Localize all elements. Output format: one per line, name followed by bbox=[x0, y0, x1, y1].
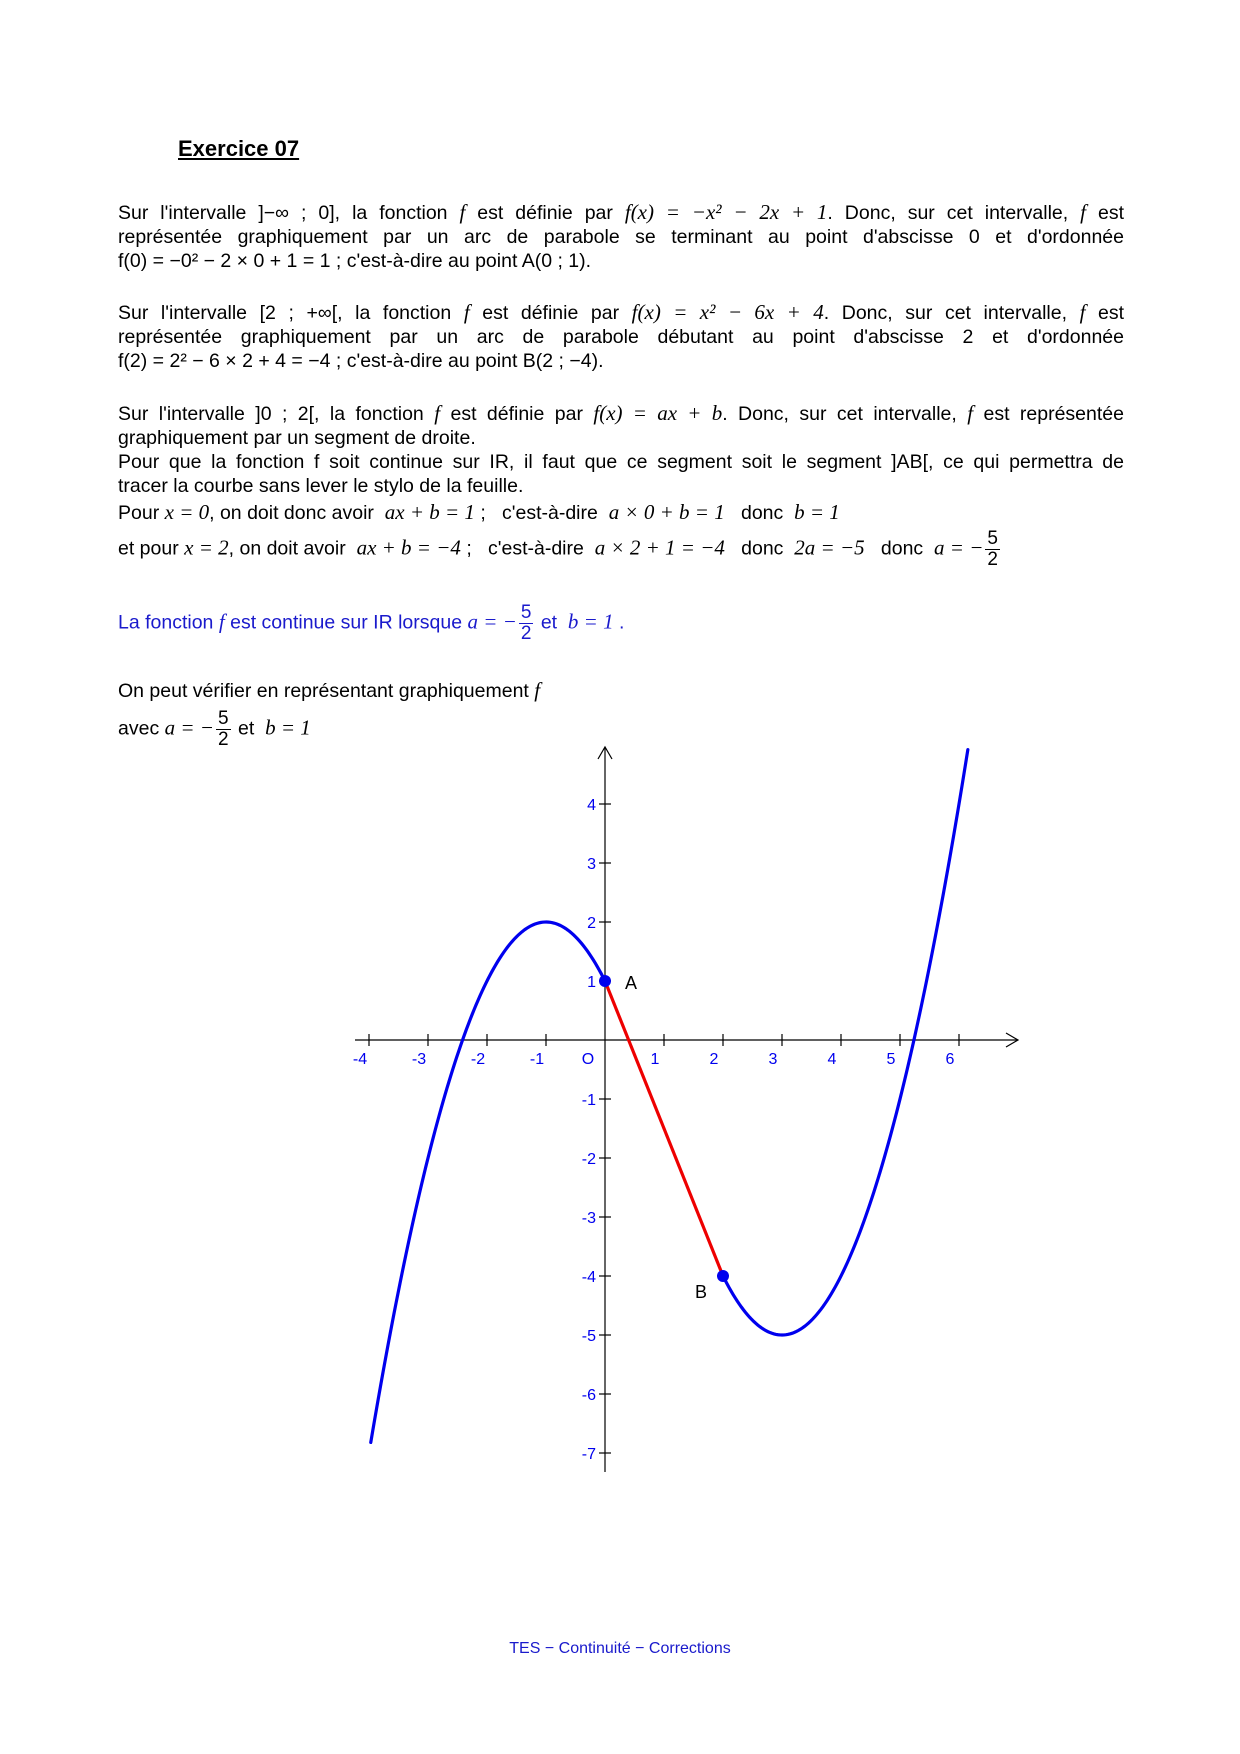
y-tick-label: -4 bbox=[581, 1269, 596, 1286]
y-tick-label: -1 bbox=[581, 1092, 596, 1109]
math-equation: a × 0 + b = 1 bbox=[608, 500, 725, 524]
paragraph-3-line-3: Pour que la fonction f soit continue sur IR, il faut que ce segment soit le segment ]AB[, ce qui permettra de bbox=[118, 451, 1124, 473]
x-tick-label: -4 bbox=[352, 1051, 368, 1068]
text: est bbox=[1097, 202, 1124, 224]
math: f bbox=[434, 401, 441, 425]
x-tick-label: 5 bbox=[886, 1051, 896, 1068]
text: , on doit donc avoir bbox=[209, 502, 374, 524]
text: . bbox=[619, 611, 625, 634]
y-tick-label: 1 bbox=[587, 974, 596, 991]
paragraph-2-line-2: représentée graphiquement par un arc de parabole débutant au point d'abscisse 2 et d'ordonnée bbox=[118, 326, 1124, 348]
math: f bbox=[218, 609, 225, 634]
point-label-b: B bbox=[694, 1282, 708, 1302]
math-equation: a = − bbox=[934, 535, 984, 560]
math-equation: f(x) = x² − 6x + 4 bbox=[631, 300, 824, 324]
origin-label: O bbox=[581, 1051, 595, 1068]
math: x = 0 bbox=[164, 500, 210, 524]
math-equation: ax + b = −4 bbox=[356, 535, 461, 560]
text: , on doit avoir bbox=[228, 537, 346, 560]
fraction-denominator: 2 bbox=[520, 623, 532, 644]
text: est continue sur IR lorsque bbox=[230, 611, 463, 634]
math-equation: a = − bbox=[467, 609, 517, 634]
math: f bbox=[463, 300, 470, 324]
x-tick-label: 6 bbox=[945, 1051, 955, 1068]
math: f bbox=[534, 678, 541, 702]
y-tick-label: 4 bbox=[587, 797, 596, 814]
math-equation: 2a = −5 bbox=[794, 535, 865, 560]
y-tick-label: -5 bbox=[581, 1328, 596, 1345]
text: . Donc, sur cet intervalle, bbox=[722, 403, 957, 425]
x-tick-label: -1 bbox=[529, 1051, 545, 1068]
text: est bbox=[1098, 302, 1125, 324]
y-tick-label: -6 bbox=[581, 1387, 596, 1404]
fraction-denominator: 2 bbox=[217, 729, 229, 750]
point-b bbox=[717, 1270, 729, 1282]
text: La fonction bbox=[118, 611, 214, 634]
parabola-arc-left bbox=[371, 922, 605, 1442]
math: x = 2 bbox=[184, 535, 229, 560]
math: f bbox=[459, 200, 466, 224]
y-tick-label: -3 bbox=[581, 1210, 596, 1227]
text: donc bbox=[740, 502, 784, 524]
math-equation: b = 1 bbox=[567, 609, 614, 634]
text: ; c'est-à-dire bbox=[460, 537, 584, 560]
math-equation: b = 1 bbox=[794, 500, 840, 524]
text: donc bbox=[741, 537, 784, 560]
text: est représentée bbox=[983, 403, 1124, 425]
text: Sur l'intervalle ]0 ; 2[, la fonction bbox=[118, 403, 424, 425]
math-equation: f(x) = ax + b bbox=[593, 401, 723, 425]
text: . Donc, sur cet intervalle, bbox=[827, 202, 1069, 224]
y-tick-label: 2 bbox=[587, 915, 596, 932]
paragraph-2-line-3: f(2) = 2² − 6 × 2 + 4 = −4 ; c'est-à-dire au point B(2 ; −4). bbox=[118, 350, 604, 372]
math: f bbox=[1080, 200, 1087, 224]
math-equation: b = 1 bbox=[265, 715, 311, 740]
math: f bbox=[967, 401, 974, 425]
math-equation: f(x) = −x² − 2x + 1 bbox=[624, 200, 828, 224]
text: est définie par bbox=[450, 403, 583, 425]
point-a bbox=[599, 975, 611, 987]
text: ; c'est-à-dire bbox=[474, 502, 598, 524]
paragraph-1-line-2: représentée graphiquement par un arc de parabole se terminant au point d'abscisse 0 et d'ordonnée bbox=[118, 226, 1124, 248]
text: Sur l'intervalle [2 ; +∞[, la fonction bbox=[118, 302, 452, 324]
text: avec bbox=[118, 717, 160, 740]
text: est définie par bbox=[477, 202, 613, 224]
point-label-a: A bbox=[624, 973, 638, 993]
math-equation: a × 2 + 1 = −4 bbox=[594, 535, 725, 560]
exercise-title: Exercice 07 bbox=[178, 136, 300, 161]
math: f bbox=[1079, 300, 1086, 324]
text: . Donc, sur cet intervalle, bbox=[823, 302, 1067, 324]
x-tick-label: 2 bbox=[709, 1051, 719, 1068]
x-tick-label: 4 bbox=[827, 1051, 837, 1068]
footer: TES − Continuité − Corrections bbox=[509, 1640, 731, 1657]
math-equation: a = − bbox=[164, 715, 214, 740]
math-equation: ax + b = 1 bbox=[384, 500, 475, 524]
paragraph-3-line-2: graphiquement par un segment de droite. bbox=[118, 427, 476, 449]
text: et bbox=[237, 717, 255, 740]
y-tick-label: -2 bbox=[581, 1151, 596, 1168]
text: Sur l'intervalle ]−∞ ; 0], la fonction bbox=[118, 202, 448, 224]
x-tick-label: -3 bbox=[411, 1051, 427, 1068]
fraction-numerator: 5 bbox=[217, 708, 229, 729]
x-tick-label: 1 bbox=[650, 1051, 660, 1068]
text: donc bbox=[880, 537, 924, 560]
paragraph-1-line-3: f(0) = −0² − 2 × 0 + 1 = 1 ; c'est-à-dire au point A(0 ; 1). bbox=[118, 250, 592, 272]
parabola-arc-right bbox=[723, 750, 968, 1335]
text: est définie par bbox=[482, 302, 620, 324]
text: On peut vérifier en représentant graphiquement bbox=[118, 680, 529, 702]
text: et pour bbox=[118, 537, 179, 560]
x-tick-label: -2 bbox=[470, 1051, 486, 1068]
fraction-numerator: 5 bbox=[520, 602, 532, 623]
text: Pour bbox=[118, 502, 160, 524]
line-segment-ab bbox=[605, 981, 723, 1276]
fraction-denominator: 2 bbox=[987, 549, 998, 570]
y-tick-label: -7 bbox=[581, 1446, 596, 1463]
y-tick-label: 3 bbox=[587, 856, 596, 873]
text: et bbox=[540, 611, 558, 634]
x-tick-label: 3 bbox=[768, 1051, 778, 1068]
paragraph-3-line-4: tracer la courbe sans lever le stylo de la feuille. bbox=[118, 475, 524, 497]
fraction-numerator: 5 bbox=[987, 528, 998, 549]
